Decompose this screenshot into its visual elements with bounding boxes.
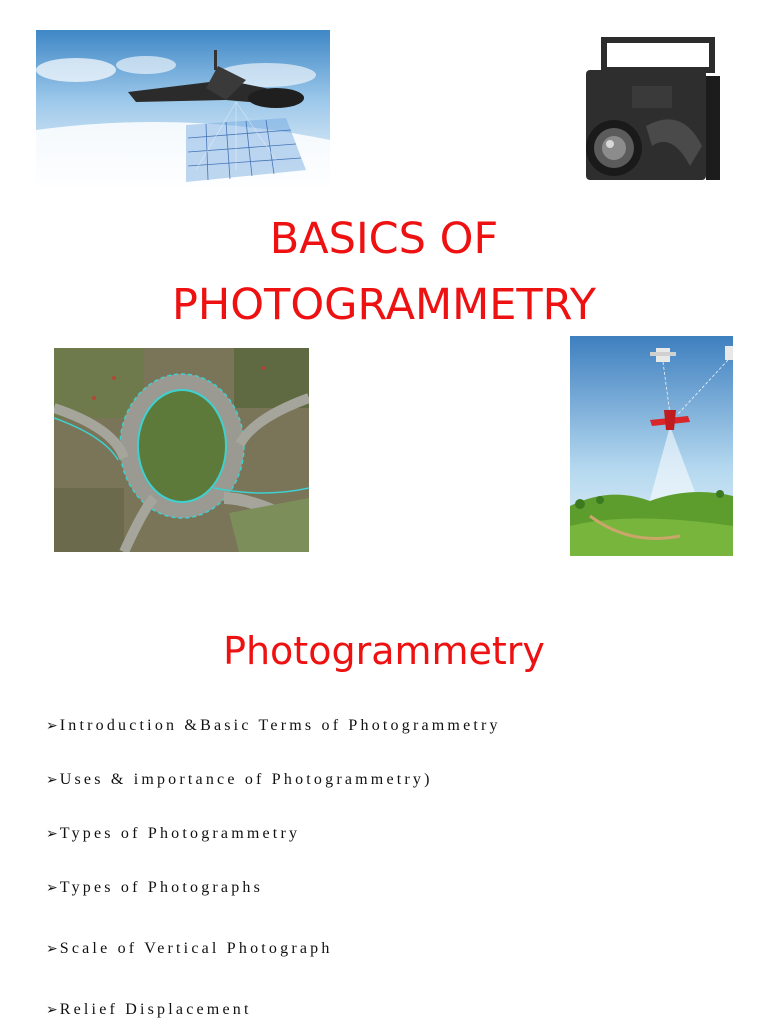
- topic-text: Types of Photographs: [59, 879, 264, 896]
- drone-mapping-image: [36, 30, 330, 186]
- topic-text: Introduction &Basic Terms of Photogrammetry: [59, 717, 501, 734]
- topic-text: Relief Displacement: [59, 1001, 252, 1018]
- section-heading: Photogrammetry: [223, 629, 545, 673]
- vintage-camera-image: [572, 36, 730, 195]
- title-line-2: PHOTOGRAMMETRY: [171, 280, 597, 330]
- arrow-bullet-icon: ➢: [46, 1003, 58, 1018]
- topic-item: [46, 940, 333, 958]
- arrow-bullet-icon: ➢: [46, 773, 58, 788]
- topic-item: [46, 771, 433, 789]
- arrow-bullet-icon: ➢: [46, 881, 58, 896]
- title-line-1: BASICS OF: [269, 214, 499, 264]
- topic-item: [46, 825, 300, 843]
- arrow-bullet-icon: ➢: [46, 827, 58, 842]
- topic-item: [46, 717, 501, 735]
- topic-item: [46, 879, 263, 897]
- aerial-roundabout-image: [54, 348, 309, 552]
- aerial-survey-image: [570, 336, 733, 556]
- topic-text: Types of Photogrammetry: [59, 825, 301, 842]
- topic-text: Uses & importance of Photogrammetry): [59, 771, 433, 788]
- arrow-bullet-icon: ➢: [46, 719, 58, 734]
- topic-text: Scale of Vertical Photograph: [59, 940, 333, 957]
- topic-item: [46, 1001, 252, 1019]
- arrow-bullet-icon: ➢: [46, 942, 58, 957]
